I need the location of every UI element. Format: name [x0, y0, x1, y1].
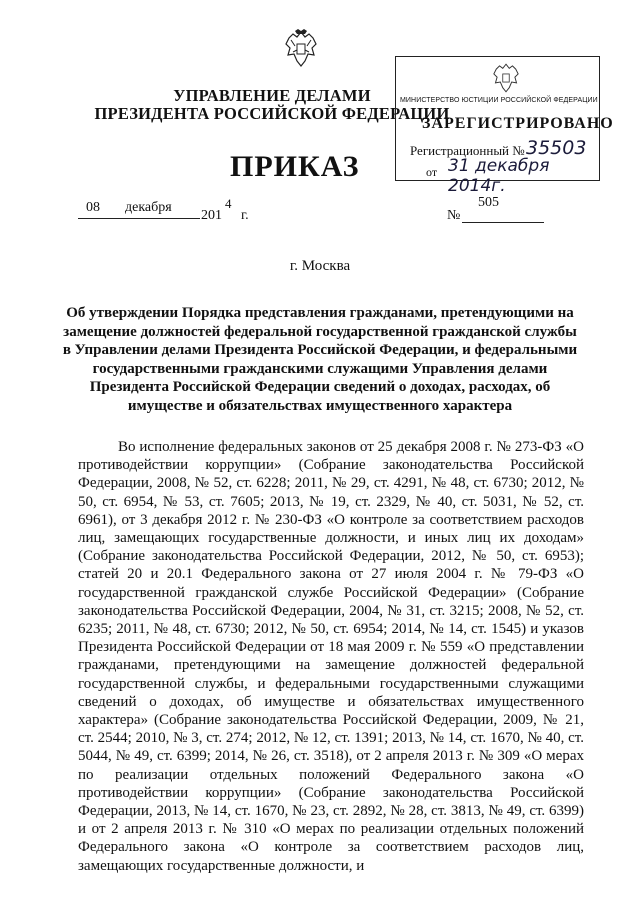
coat-of-arms-icon: [283, 28, 319, 70]
date-year-suffix: 4: [225, 196, 232, 211]
stamp-reg-date: 31 декабря 2014г.: [448, 156, 550, 196]
stamp-reg-number: 35503: [526, 137, 587, 159]
stamp-reg-label: Регистрационный №: [410, 143, 525, 158]
org-name-line1: УПРАВЛЕНИЕ ДЕЛАМИ: [173, 86, 371, 105]
date-day: 08: [86, 200, 100, 215]
number-sign: №: [447, 208, 461, 223]
stamp-ministry: МИНИСТЕРСТВО ЮСТИЦИИ РОССИЙСКОЙ ФЕДЕРАЦИИ: [400, 97, 598, 104]
stamp-date-prefix: от: [426, 165, 438, 179]
number-underline: [462, 222, 544, 223]
stamp-emblem-icon: [491, 61, 521, 95]
date-underline: [78, 218, 200, 219]
org-name-line2: ПРЕЗИДЕНТА РОССИЙСКОЙ ФЕДЕРАЦИИ: [94, 104, 450, 123]
date-month: декабря: [125, 200, 172, 215]
date-year-abbr: г.: [241, 208, 249, 223]
document-heading: Об утверждении Порядка представления гражданами, претендующими на замещение должностей федеральной государственной гражданской службы в Управлении делами Президента Российской Федерации, и федеральными государственными гражданскими служащими Управления делами Президента Российской Федерации сведений о доходах, расходах, об имуществе и обязательствах имущественного характера: [62, 305, 578, 414]
city: г. Москва: [289, 258, 351, 274]
document-type: ПРИКАЗ: [230, 150, 360, 183]
body-paragraph: Во исполнение федеральных законов от 25 декабря 2008 г. № 273-ФЗ «О противодействии коррупции» (Собрание законодательства Российской Федерации, 2008, № 52, ст. 6228; 2011, № 29, ст. 4291, № 48, ст. 6730; 2012, № 50, ст. 6954, № 53, ст. 7605; 2013, № 19, ст. 2329, № 40, ст. 5031, № 52, ст. 6961), от 3 декабря 2012 г. № 230-ФЗ «О контроле за соответствием расходов лиц, замещающих государственные должности, и иных лиц их доходам» (Собрание законодательства Российской Федерации, 2012, № 50, ст. 6953); статей 20 и 20.1 Федерального закона от 27 июля 2004 г. № 79-ФЗ «О государственной гражданской службе Российской Федерации» (Собрание законодательства Российской Федерации, 2004, № 31, ст. 3215; 2008, № 52, ст. 6235; 2011, № 48, ст. 6730; 2012, № 50, ст. 6954; 2014, № 14, ст. 1545) и указов Президента Российской Федерации от 18 мая 2009 г. № 559 «О представлении гражданами, претендующими на замещение должностей федеральной государственной службы, и федеральными государственными служащими сведений о доходах, об имуществе и обязательствах имущественного характера» (Собрание законодательства Российской Федерации, 2009, № 21, ст. 2544; 2010, № 3, ст. 274; 2012, № 12, ст. 1391; 2013, № 14, ст. 1670, № 40, ст. 5044, № 49, ст. 6399; 2014, № 26, ст. 3518), от 2 апреля 2013 г. № 309 «О мерах по реализации отдельных положений Федерального закона «О противодействии коррупции» (Собрание законодательства Российской Федерации, 2013, № 14, ст. 1670, № 23, ст. 2892, № 28, ст. 3813, № 49, ст. 6399) и от 2 апреля 2013 г. № 310 «О мерах по реализации отдельных положений Федерального закона «О контроле за соответствием расходов лиц, замещающих государственные должности, и: [78, 439, 584, 874]
stamp-registered: ЗАРЕГИСТРИРОВАНО: [422, 115, 614, 132]
order-number: 505: [478, 195, 499, 210]
registration-stamp: [395, 56, 614, 196]
date-year-prefix: 201: [201, 208, 222, 223]
body-text: [78, 438, 584, 875]
